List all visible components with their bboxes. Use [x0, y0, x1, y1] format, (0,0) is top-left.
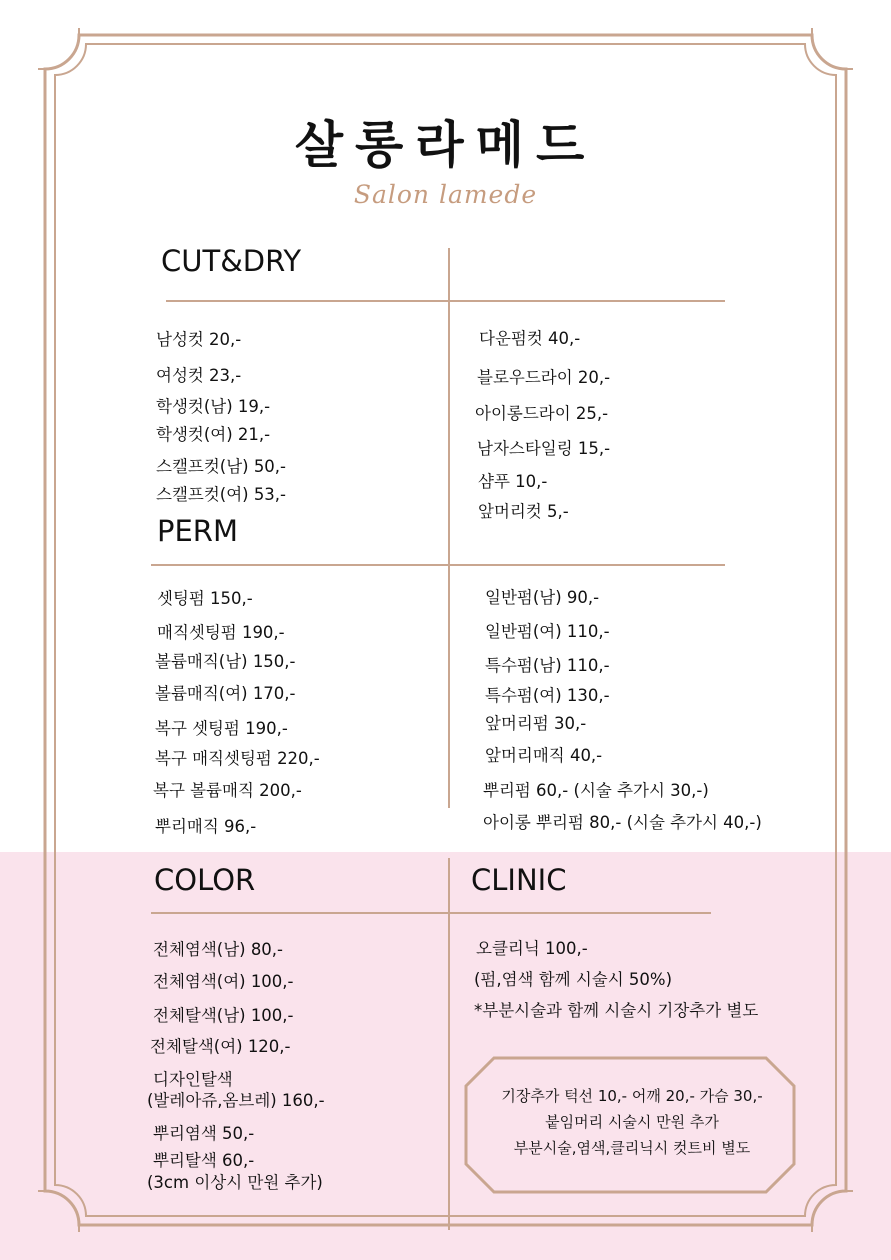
menu-item: 샴푸 10,-	[478, 472, 548, 491]
menu-item: 오클리닉 100,-	[476, 939, 588, 958]
menu-item: 특수펌(남) 110,-	[485, 656, 610, 675]
center-divider-top	[448, 248, 450, 808]
menu-item: 뿌리염색 50,-	[153, 1124, 255, 1143]
note-line: 기장추가 턱선 10,- 어깨 20,- 가슴 30,-	[501, 1087, 763, 1105]
menu-item: 일반펌(남) 90,-	[485, 588, 600, 607]
menu-item: 전체탈색(남) 100,-	[153, 1006, 294, 1025]
menu-item: 뿌리탈색 60,-	[153, 1151, 255, 1170]
cut-divider	[166, 300, 725, 302]
menu-item: 특수펌(여) 130,-	[485, 686, 610, 705]
menu-item: 아이롱드라이 25,-	[475, 404, 609, 423]
menu-item: 셋팅펌 150,-	[157, 589, 253, 608]
menu-item: 학생컷(남) 19,-	[156, 397, 271, 416]
perm-divider	[151, 564, 725, 566]
menu-item: 스캘프컷(여) 53,-	[156, 485, 287, 504]
menu-item: 여성컷 23,-	[156, 366, 242, 385]
note-line: 붙임머리 시술시 만원 추가	[545, 1113, 719, 1131]
menu-item: 일반펌(여) 110,-	[485, 622, 610, 641]
menu-item: (펌,염색 함께 시술시 50%)	[474, 970, 673, 989]
menu-item: 남자스타일링 15,-	[477, 439, 611, 458]
page-title: 살롱라메드	[294, 116, 597, 174]
note-line: 부분시술,염색,클리닉시 컷트비 별도	[513, 1139, 751, 1157]
menu-item: 앞머리펌 30,-	[485, 714, 587, 733]
menu-item: 전체염색(남) 80,-	[153, 940, 284, 959]
menu-item: 남성컷 20,-	[156, 330, 242, 349]
menu-item: 스캘프컷(남) 50,-	[156, 457, 287, 476]
cut-heading: CUT&DRY	[161, 244, 302, 278]
menu-item: 볼륨매직(여) 170,-	[155, 684, 296, 703]
menu-item: 아이롱 뿌리펌 80,- (시술 추가시 40,-)	[483, 813, 762, 832]
perm-heading: PERM	[157, 514, 238, 548]
menu-item: 볼륨매직(남) 150,-	[155, 652, 296, 671]
menu-item: 복구 볼륨매직 200,-	[153, 781, 302, 800]
menu-item: 학생컷(여) 21,-	[156, 425, 271, 444]
menu-item: 뿌리펌 60,- (시술 추가시 30,-)	[483, 781, 709, 800]
menu-item: 디자인탈색	[153, 1070, 233, 1089]
menu-item: 다운펌컷 40,-	[479, 329, 581, 348]
menu-item: (발레아쥬,옴브레) 160,-	[147, 1091, 325, 1110]
menu-item: 앞머리컷 5,-	[478, 502, 569, 521]
menu-item: 블로우드라이 20,-	[477, 368, 611, 387]
page-subtitle: Salon lamede	[353, 180, 538, 209]
clinic-heading: CLINIC	[471, 863, 567, 897]
menu-item: 매직셋팅펌 190,-	[157, 623, 285, 642]
menu-item: 전체염색(여) 100,-	[153, 972, 294, 991]
menu-item: 앞머리매직 40,-	[485, 746, 603, 765]
menu-item: *부분시술과 함께 시술시 기장추가 별도	[474, 1001, 759, 1020]
color-divider	[151, 912, 711, 914]
menu-item: 복구 셋팅펌 190,-	[155, 719, 288, 738]
menu-item: (3cm 이상시 만원 추가)	[147, 1173, 323, 1192]
menu-item: 전체탈색(여) 120,-	[150, 1037, 291, 1056]
notes-box	[467, 1083, 797, 1161]
menu-item: 복구 매직셋팅펌 220,-	[155, 749, 320, 768]
menu-item: 뿌리매직 96,-	[155, 817, 257, 836]
color-heading: COLOR	[154, 863, 256, 897]
